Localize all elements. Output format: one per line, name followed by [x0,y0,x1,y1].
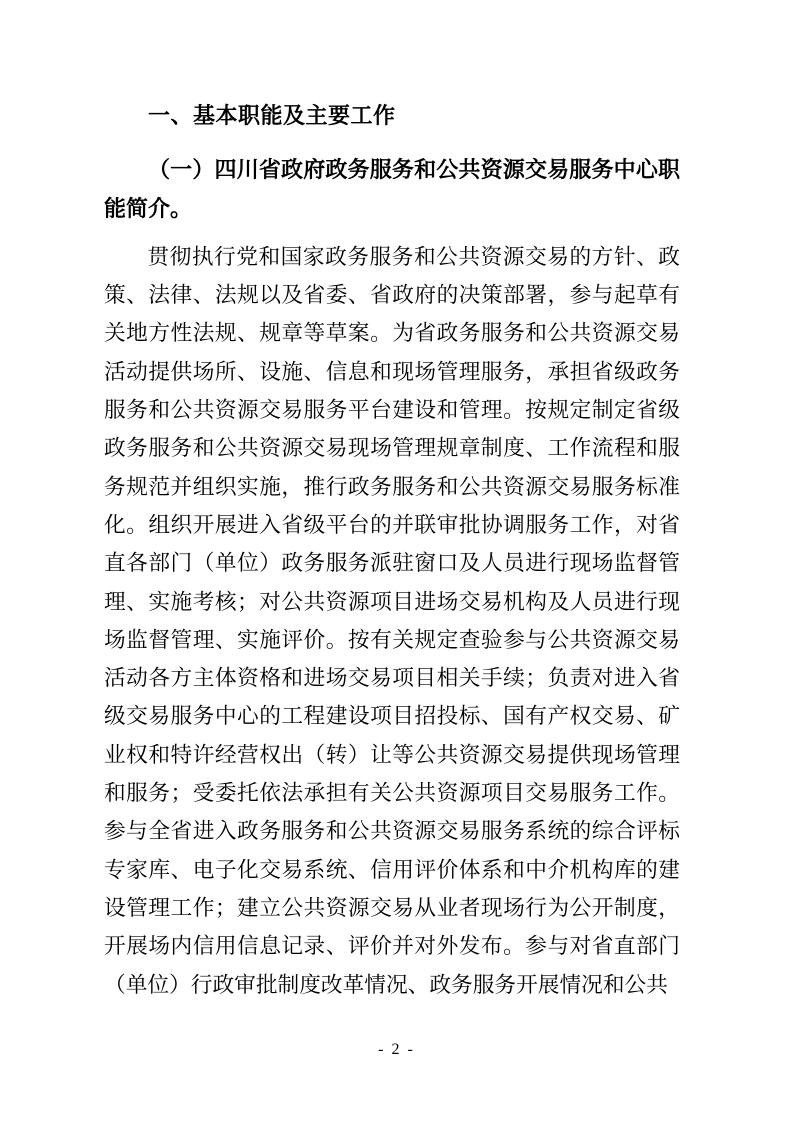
subsection-heading: （一）四川省政府政务服务和公共资源交易服务中心职能简介。 [104,157,680,222]
page-number: - 2 - [378,1041,415,1058]
document-content [104,97,680,1004]
body-paragraph: 贯彻执行党和国家政务服务和公共资源交易的方针、政策、法律、法规以及省委、省政府的决策部署，参与起草有关地方性法规、规章等草案。为省政务服务和公共资源交易活动提供场所、设施、信息和现场管理服务，承担省级政务服务和公共资源交易服务平台建设和管理。按规定制定省级政务服务和公共资源交易现场管理规章制度、工作流程和服务规范并组织实施，推行政务服务和公共资源交易服务标准化。组织开展进入省级平台的并联审批协调服务工作，对省直各部门（单位）政务服务派驻窗口及人员进行现场监督管理、实施考核；对公共资源项目进场交易机构及人员进行现场监督管理、实施评价。按有关规定查验参与公共资源交易活动各方主体资格和进场交易项目相关手续；负责对进入省级交易服务中心的工程建设项目招投标、国有产权交易、矿业权和特许经营权出（转）让等公共资源交易提供现场管理和服务；受委托依法承担有关公共资源项目交易服务工作。参与全省进入政务服务和公共资源交易服务系统的综合评标专家库、电子化交易系统、信用评价体系和中介机构库的建设管理工作；建立公共资源交易从业者现场行为公开制度，开展场内信用信息记录、评价并对外发布。参与对省直部门（单位）行政审批制度改革情况、政务服务开展情况和公共 [104,244,680,997]
section-heading: 一、基本职能及主要工作 [148,103,396,128]
